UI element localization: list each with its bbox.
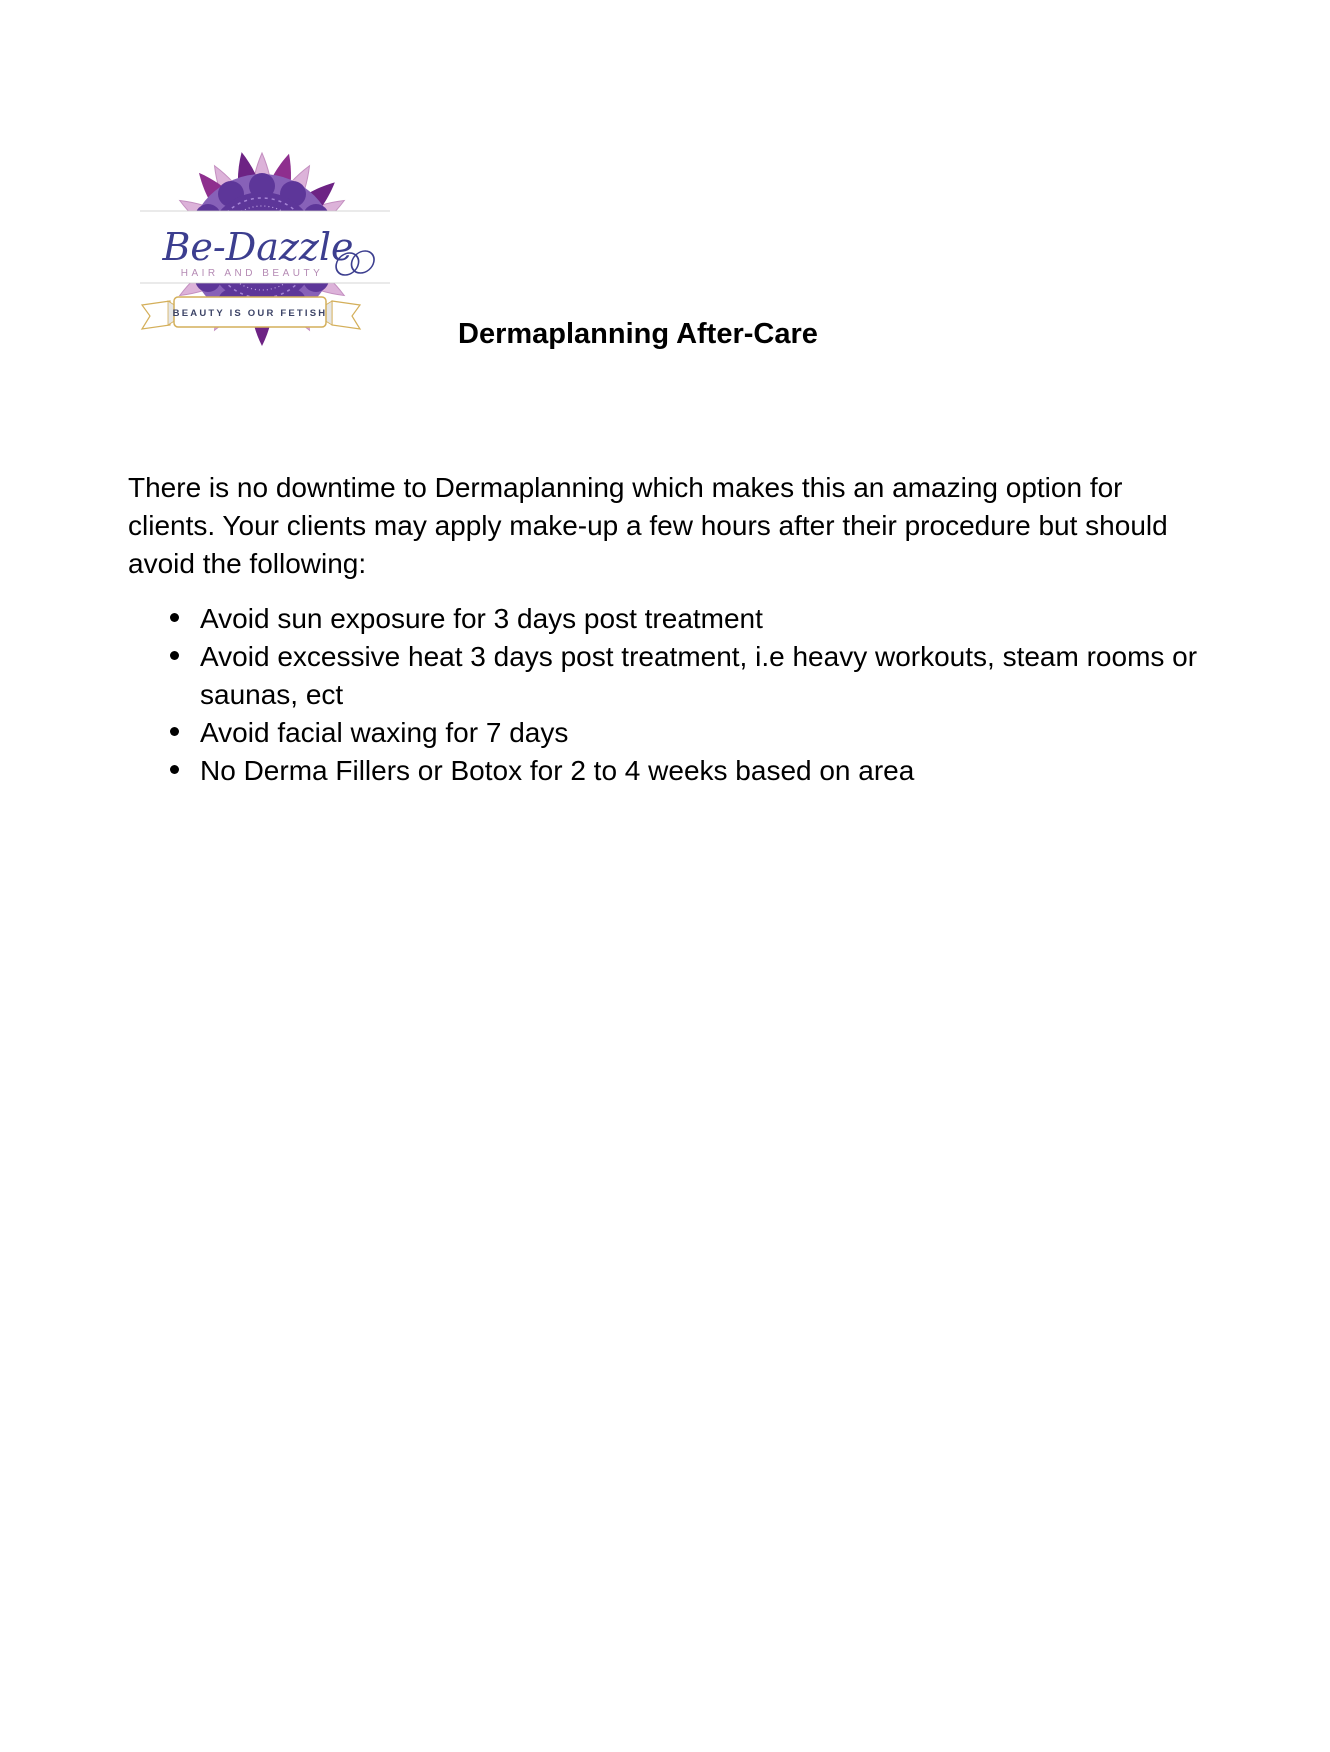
list-item-text: Avoid facial waxing for 7 days <box>200 717 569 748</box>
list-item <box>128 638 1202 714</box>
bullet-icon <box>170 613 179 622</box>
list-item-text: Avoid excessive heat 3 days post treatment, i.e heavy workouts, steam rooms or saunas, ect <box>200 641 1198 710</box>
list-item <box>128 752 1202 790</box>
logo-banner-text: BEAUTY IS OUR FETISH <box>172 308 328 319</box>
logo-tagline-text: HAIR AND BEAUTY <box>180 268 324 279</box>
ribbon-banner-icon <box>142 297 360 329</box>
bullet-icon <box>170 727 179 736</box>
document-title: Dermaplanning After-Care <box>458 318 818 350</box>
bedazzle-logo <box>140 148 390 348</box>
bullet-icon <box>170 651 179 660</box>
bedazzle-logo-graphic <box>140 148 390 348</box>
list-item <box>128 714 1202 752</box>
list-item-text: No Derma Fillers or Botox for 2 to 4 weeks based on area <box>200 755 915 786</box>
list-item <box>128 600 1202 638</box>
logo-brand-text: Be-Dazzle <box>162 225 354 269</box>
list-item-text: Avoid sun exposure for 3 days post treatment <box>200 603 763 634</box>
aftercare-list <box>128 600 1202 790</box>
bullet-icon <box>170 765 179 774</box>
intro-paragraph: There is no downtime to Dermaplanning which makes this an amazing option for clients. Your clients may apply make-up a few hours after their procedure but should avoid the following: <box>128 472 1168 579</box>
